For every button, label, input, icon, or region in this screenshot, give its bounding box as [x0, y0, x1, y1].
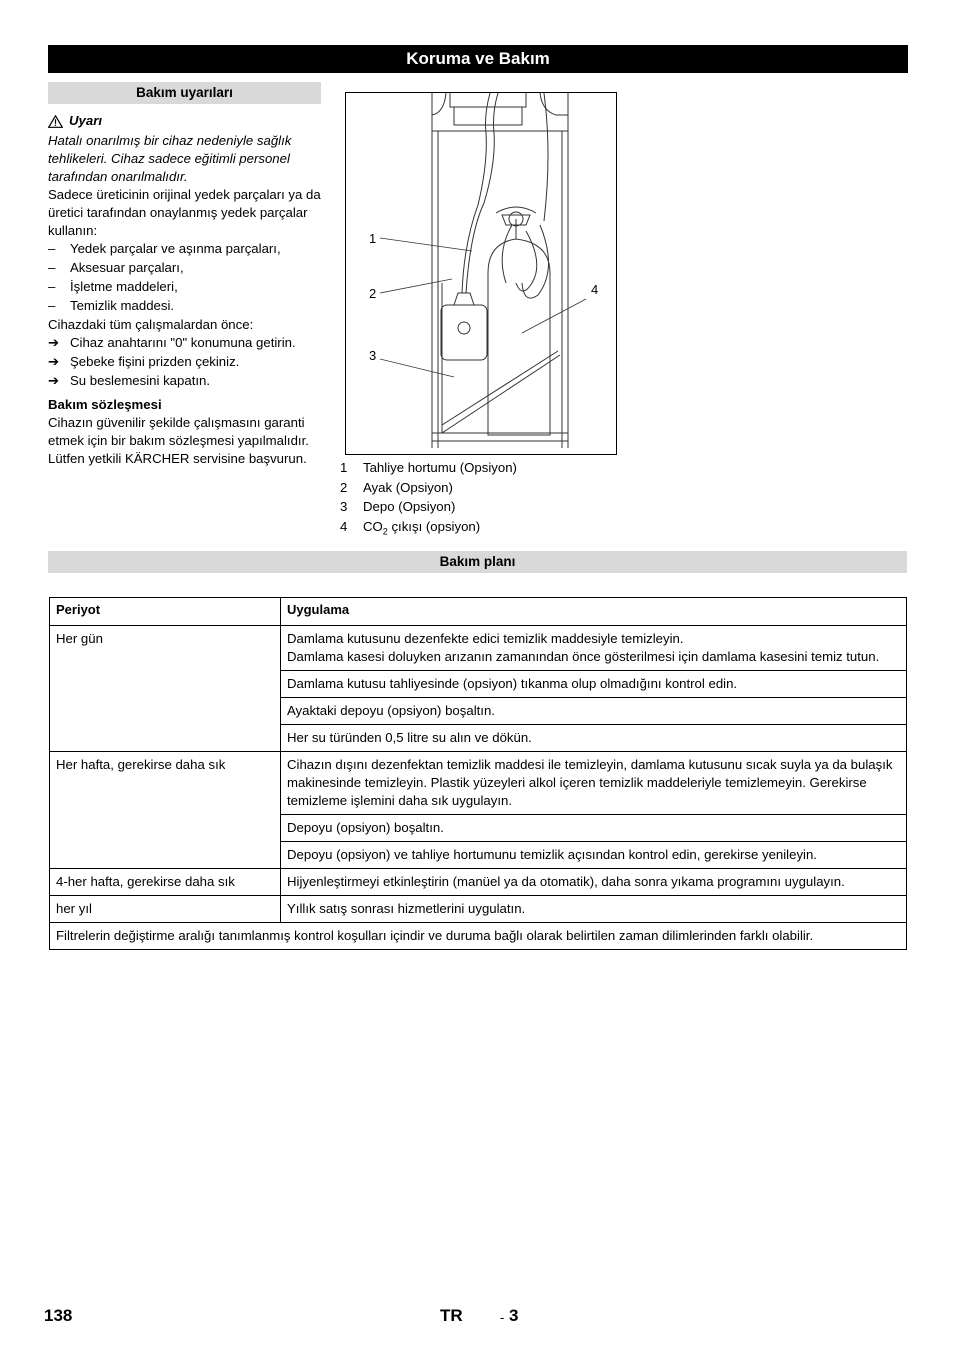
column-header-action: Uygulama	[281, 598, 907, 626]
table-row	[50, 626, 907, 671]
table-footnote-row	[50, 923, 907, 950]
language-code: TR	[440, 1306, 463, 1325]
action-cell: Yıllık satış sonrası hizmetlerini uygulatın.	[281, 896, 907, 923]
list-item: – Aksesuar parçaları,	[48, 260, 184, 275]
dash-bullet: –	[48, 279, 56, 294]
callout-3: 3	[369, 348, 377, 363]
dash-bullet: –	[48, 298, 56, 313]
legend-item: 2 Ayak (Opsiyon)	[340, 479, 453, 495]
list-item: ➔ Cihaz anahtarını "0" konumuna getirin.	[48, 335, 296, 350]
list-item: ➔ Su beslemesini kapatın.	[48, 373, 211, 388]
action-cell: Her su türünden 0,5 litre su alın ve dökün.	[281, 725, 907, 752]
list-item: – Yedek parçalar ve aşınma parçaları,	[48, 241, 281, 256]
maintenance-plan-heading: Bakım planı	[48, 551, 907, 573]
table-row	[50, 752, 907, 815]
maintenance-plan-table	[49, 597, 907, 950]
list-item: – Temizlik maddesi.	[48, 298, 175, 313]
period-cell: her yıl	[50, 896, 281, 923]
list-item: ➔ Şebeke fişini prizden çekiniz.	[48, 354, 240, 369]
action-cell: Damlama kutusu tahliyesinde (opsiyon) tıkanma olup olmadığını kontrol edin.	[281, 671, 907, 698]
before-work-text: Cihazdaki tüm çalışmalardan önce:	[48, 317, 254, 332]
section-page-number: 3	[509, 1306, 519, 1325]
warning-title	[48, 112, 323, 130]
maintenance-notes	[48, 112, 323, 468]
device-illustration	[345, 92, 617, 455]
contract-text: Cihazın güvenilir şekilde çalışmasını garanti etmek için bir bakım sözleşmesi yapılmalıdır. Lütfen yetkili KÄRCHER servisine başvurun.	[48, 415, 309, 466]
page-number: 138	[44, 1306, 73, 1325]
parts-list	[48, 240, 323, 315]
callout-1: 1	[369, 231, 377, 246]
list-item: – İşletme maddeleri,	[48, 279, 178, 294]
action-cell: Depoyu (opsiyon) boşaltın.	[281, 815, 907, 842]
table-header-row	[50, 598, 907, 626]
legend-item: 3 Depo (Opsiyon)	[340, 499, 456, 514]
period-cell: 4-her hafta, gerekirse daha sık	[50, 869, 281, 896]
action-cell: Ayaktaki depoyu (opsiyon) boşaltın.	[281, 698, 907, 725]
action-cell: Cihazın dışını dezenfektan temizlik maddesi ile temizleyin, damlama kutusunu sıcak suyla ya da bulaşık makinesinde temizleyin. Plastik yüzeyleri alkol içeren temizlik maddeleriyle temizlemeyin. Gerekirse temizleme işlemini daha sık uygulayın.	[281, 752, 907, 815]
warning-label: Uyarı	[69, 113, 102, 128]
action-cell: Hijyenleştirmeyi etkinleştirin (manüel ya da otomatik), daha sonra yıkama programını uygulayın.	[281, 869, 907, 896]
parts-intro: Sadece üreticinin orijinal yedek parçaları ya da üretici tarafından onaylanmış yedek parçalar kullanın:	[48, 187, 321, 238]
column-header-period: Periyot	[50, 598, 281, 626]
warning-triangle-icon	[48, 115, 63, 128]
footer-separator: -	[500, 1310, 505, 1325]
period-cell: Her gün	[50, 626, 281, 752]
maintenance-notes-heading: Bakım uyarıları	[48, 82, 321, 104]
section-title: Koruma ve Bakım	[48, 45, 908, 73]
arrow-right-icon: ➔	[48, 354, 60, 369]
callout-2: 2	[369, 286, 377, 301]
period-cell: Her hafta, gerekirse daha sık	[50, 752, 281, 869]
table-row	[50, 896, 907, 923]
device-drawing	[346, 93, 616, 454]
legend-item: 4 $CO_2$ çıkışı (opsiyon)	[340, 518, 481, 537]
table-footnote: Filtrelerin değiştirme aralığı tanımlanmış kontrol koşulları içindir ve duruma bağlı olarak belirtilen zaman dilimlerinden farklı olabilir.	[50, 923, 907, 950]
dash-bullet: –	[48, 260, 56, 275]
callout-4: 4	[591, 282, 599, 297]
action-cell: Depoyu (opsiyon) ve tahliye hortumunu temizlik açısından kontrol edin, gerekirse yenileyin.	[281, 842, 907, 869]
action-cell: Damlama kutusunu dezenfekte edici temizlik maddesiyle temizleyin. Damlama kasesi doluyken arızanın zamanından önce gösterilmesi için damlama kasesini temiz tutun.	[281, 626, 907, 671]
arrow-right-icon: ➔	[48, 373, 60, 388]
dash-bullet: –	[48, 241, 56, 256]
steps-list	[48, 334, 323, 390]
figure-legend	[340, 459, 640, 537]
legend-item: 1 Tahliye hortumu (Opsiyon)	[340, 460, 517, 475]
warning-text: Hatalı onarılmış bir cihaz nedeniyle sağlık tehlikeleri. Cihaz sadece eğitimli personel tarafından onarılmalıdır.	[48, 133, 292, 184]
arrow-right-icon: ➔	[48, 335, 60, 350]
table-row	[50, 869, 907, 896]
contract-heading: Bakım sözleşmesi	[48, 397, 162, 412]
